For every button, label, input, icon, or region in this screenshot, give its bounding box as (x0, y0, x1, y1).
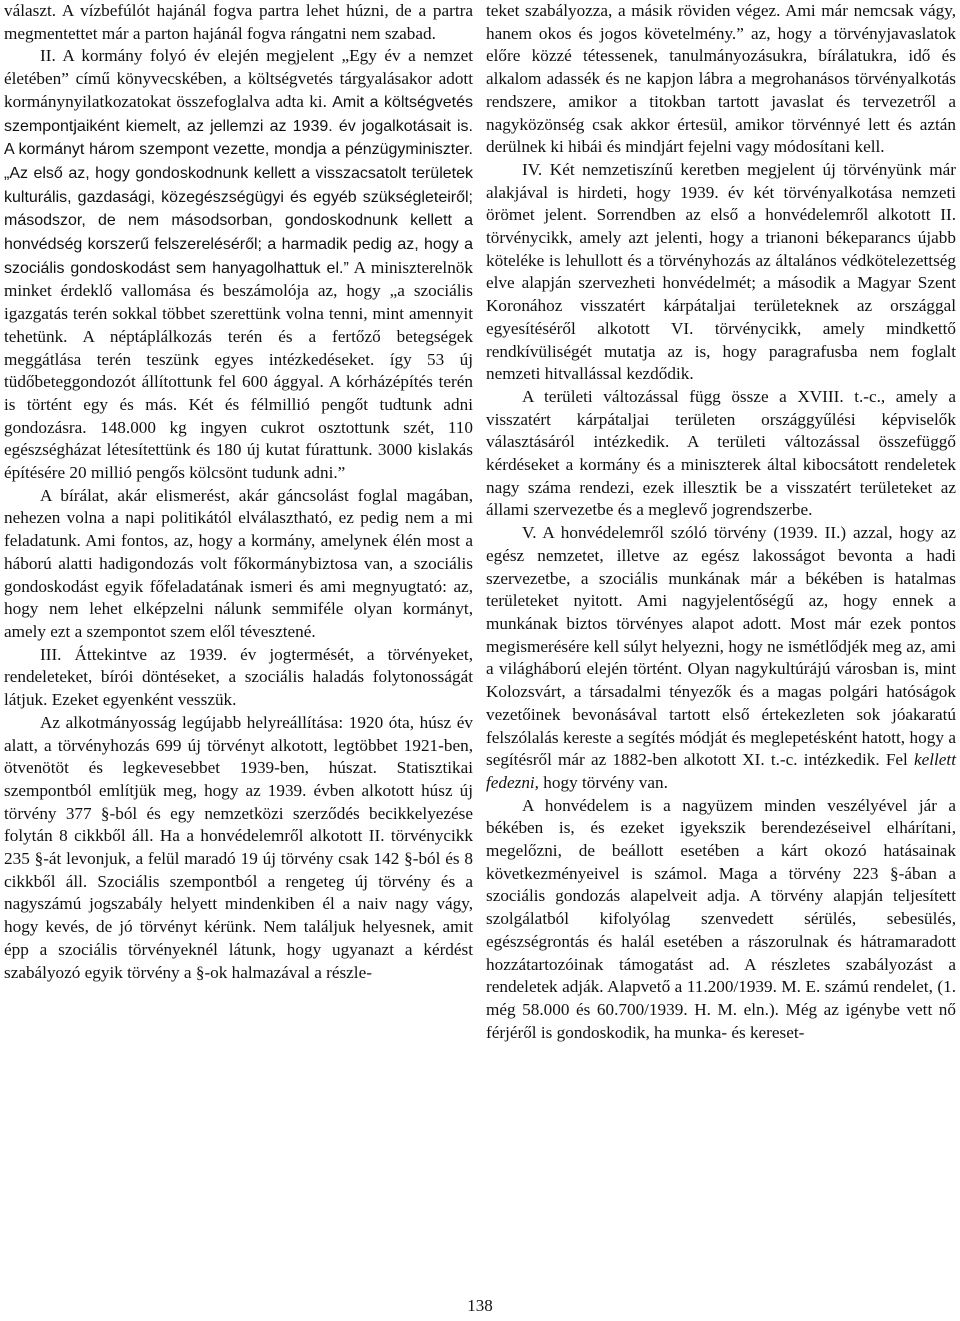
paragraph: IV. Két nemzetiszínű keretben megjelent új törvényünk már alakjával is hirdeti, hogy 1939. év két törvényalkotása nemzeti örömet jelent. Sorrendben az első a honvédelemről alkotott II. törvénycikk, amely azt jelenti, hogy a trianoni békeparancs újabb köteléke is lehullott és a törvényhozás az általános védkötelezettség elve alapján szervezheti honvédelmét; a második a Magyar Szent Koronához visszatért kárpátaljai területeknek az országgal egyesítéséről alkotott VI. törvénycikk, amely mindkettő rendkívüliségét mutatja az is, hogy paragrafusba nem foglalt nemzeti hitvallással kezdődik. (486, 159, 956, 384)
paragraph: III. Áttekintve az 1939. év jogtermését, a törvényeket, rendeleteket, bírói döntéseket, a szociális haladás folytonosságát látjuk. Ezeket egyenként vesszük. (4, 644, 473, 710)
text-run: hogy törvény van. (538, 772, 668, 792)
right-column (486, 0, 956, 1044)
paragraph: A bírálat, akár elismerést, akár gáncsolást foglal magában, nehezen volna a napi politikától elválasztható, ez pedig nem a mi feladatunk. Ami fontos, az, hogy a kormány, amelynek élén most a háború alatti hadigondozás volt főkormánybiztosa van, a szociális gondoskodást egyik főfeladatának ismeri és ami megnyugtató: az, hogy nem lehet elképzelni nálunk semmiféle olyan kormányt, amely ezt a szempontot szem elől tévesztené. (4, 485, 473, 641)
page-number: 138 (467, 1296, 493, 1315)
italic-text: kellett fedezni, (486, 750, 956, 792)
text-run: Amit a költségvetés szempontjaiként kiemelt, az jellemzi az 1939. év jogalkotásait is. A kormányt három szempont vezette, mondja a pénzügyminiszter. „Az első az, hogy gondoskodnunk kellett a visszacsatolt területek kulturális, gazdasági, közegészségügyi és egyéb szükségleteiről; másodszor, de nem másodsorban, gondoskodnunk kellett a honvédség korszerű felszereléséről; a harmadik pedig az, hogy a szociális gondoskodást sem hanyagolhattuk el.” (4, 93, 473, 277)
paragraph: választ. A vízbefúlót hajánál fogva partra lehet húzni, de a partra megmentettet már a parton hajánál fogva rángatni nem szabad. (4, 1, 473, 43)
paragraph: A honvédelem is a nagyüzem minden veszélyével jár a békében is, és ezeket igyekszik berendezéseivel elhárítani, megelőzni, de beállott esetében a kárt okozó hatásainak következményeivel is számol. Maga a törvény 223 §-ában a szociális gondozás alapelveit adja. A törvény alapján teljesített szolgálatból kifolyólag szenvedett sérülés, sebesülés, egészségrontás és halál esetében a rászorulnak és hátramaradott hozzátartozóinak támogatást ad. A részletes szabályozást a rendeletek adják. Alapvető a 11.200/1939. M. E. számú rendelet, (1. még 58.000 és 60.700/1939. H. M. eln.). Még az igénybe vett nő férjéről is gondoskodik, ha munka- és kereset- (486, 795, 956, 1042)
paragraph (4, 45, 473, 484)
text-run: II. A kormány folyó év elején megjelent „Egy év a nemzet életében” című könyvecskében, a költségvetés tárgyalásakor adott kormánynyilatkozatokat összefoglalva adta ki. (4, 46, 473, 111)
text-run: V. A honvédelemről szóló törvény (1939. II.) azzal, hogy az egész nemzetet, illetve az egész lakosságot bevonta a hadi szervezetbe, a szociális munkának már a békében is hatalmas területeket nyitott. Ami nagyjelentőségű az, hogy ennek a munkának biztos törvényes alapot adott. Most már ezek pontos megismerésére kell súlyt helyezni, hogy ne ismétlődjék meg az, ami a világháború elején történt. Olyan nagykultúrájú városban is, mint Kolozsvárt, a társadalmi tényezők és a magas polgári hatóságok vezetőinek bevonásával tartott első értekezleten sok jóakaratú felszólalás kereste a segítés módját és meglepetésként hatott, hogy a segítésről már az 1882-ben alkotott XI. t.-c. intézkedik. Fel (486, 523, 956, 770)
paragraph: teket szabályozza, a másik röviden végez. Ami már nemcsak vágy, hanem okos és jogos követelmény.” az, hogy a törvényjavaslatok előre közzé tétessenek, tanulmányozásukra, bírálatukra, idő és alkalom adassék és ne kapjon lábra a megrohanásos törvényalkotás rendszere, amikor a titokban tartott javaslat és tervezetről a nagyközönség csak akkor értesül, amikor törvénnyé lett és aztán derülnek ki hibái és mindjárt fejelni vagy módosítani kell. (486, 1, 956, 157)
text-run: A miniszterelnök minket érdeklő vallomása és beszámolója az, hogy „a szociális igazgatás terén sokkal többet szerettünk volna tenni, mint amennyit tehetünk. A néptáplálkozás terén és a fertőző betegségek meggátlása terén teszünk egyes intézkedéseket. így 53 új tüdőbeteggondozót állítottunk fel 600 ággyal. A kórházépítés terén is történt egy és más. Két és félmillió pengőt tudtunk adni gondozásra. 148.000 kg ingyen cukrot osztottunk szét, 110 egészségházat létesítettünk és 180 új kutat fúrattunk. 3000 kislakás építésére 20 millió pengős kölcsönt tudunk adni.” (4, 257, 473, 483)
paragraph: A területi változással függ össze a XVIII. t.-c., amely a visszatért kárpátaljai területen országgyűlési képviselők választásáról intézkedik. A területi változással összefüggő kérdéseket a kormány és a miniszterek által kibocsátott rendeletek nagy száma rendezi, ezek illesztik be a visszatért területeket az állami szervezetbe és a meglevő jogrendszerbe. (486, 386, 956, 520)
paragraph: Az alkotmányosság legújabb helyreállítása: 1920 óta, húsz év alatt, a törvényhozás 699 új törvényt alkotott, legtöbbet 1921-ben, ötvenötöt és legkevesebbet 1939-ben, húszat. Statisztikai szempontból említjük meg, hogy az 1939. évben alkotott húsz új törvény 377 §-ból és egy nemzetközi szerződés becikkelyezése folytán 8 cikkből áll. Ha a honvédelemről alkotott II. törvénycikk 235 §-át levonjuk, a felül maradó 19 új törvény csak 142 §-ból és 8 cikkből áll. Szociális szempontból a rengeteg új törvény és a nagyszámú jogszabály helyett mindenkiben él a naiv nagy vágy, hogy kevés, de jó törvényt kérünk. Nem találjuk helyesnek, amit épp a szociális törvényeknél látunk, hogy ugyanazt a kérdést szabályozó egyik törvény a §-ok halmazával a részle- (4, 712, 473, 982)
paragraph (486, 522, 956, 794)
left-column (4, 0, 473, 984)
